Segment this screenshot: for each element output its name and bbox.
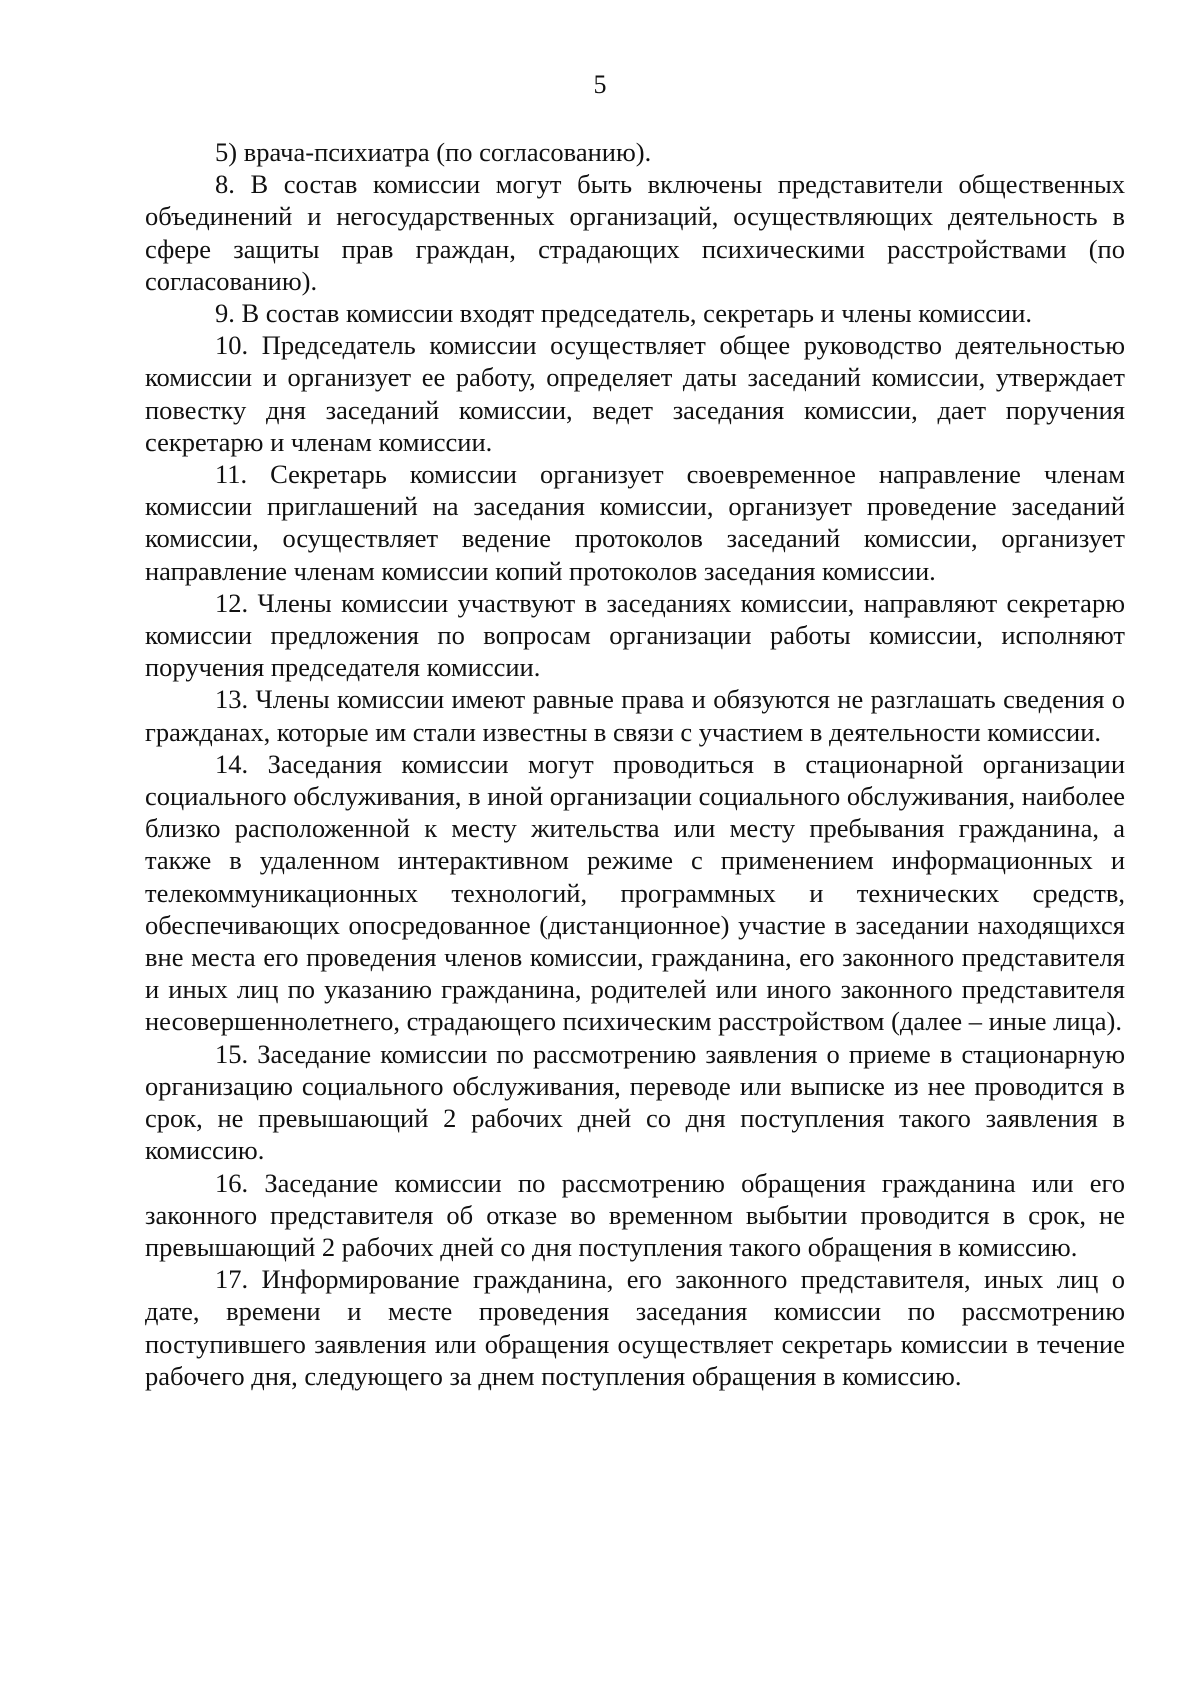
paragraph-11: 11. Секретарь комиссии организует своевременное направление членам комиссии приглашений на заседания комиссии, организует проведение заседаний комиссии, осуществляет ведение протоколов заседаний комиссии, организует направление членам комиссии копий протоколов заседания комиссии. (145, 459, 1125, 586)
paragraph-item-5: 5) врача-психиатра (по согласованию). (215, 137, 652, 167)
paragraph-15: 15. Заседание комиссии по рассмотрению заявления о приеме в стационарную организацию социального обслуживания, переводе или выписке из нее проводится в срок, не превышающий 2 рабочих дней со дня поступления такого заявления в комиссию. (145, 1038, 1125, 1166)
document-body (145, 136, 1125, 1392)
paragraph-14: 14. Заседания комиссии могут проводиться в стационарной организации социального обслуживания, в иной организации социального обслуживания, наиболее близко расположенной к месту жительства или месту пребывания гражданина, а также в удаленном интерактивном режиме с применением информационных и телекоммуникационных технологий, программных и технических средств, обеспечивающих опосредованное (дистанционное) участие в заседании находящихся вне места его проведения членов комиссии, гражданина, его законного представителя и иных лиц по указанию гражданина, родителей или иного законного представителя несовершеннолетнего, страдающего психическим расстройством (далее – иные лица). (145, 748, 1125, 1037)
paragraph-16: 16. Заседание комиссии по рассмотрению обращения гражданина или его законного представителя об отказе во временном выбытии проводится в срок, не превышающий 2 рабочих дней со дня поступления такого обращения в комиссию. (145, 1167, 1125, 1262)
paragraph-17: 17. Информирование гражданина, его законного представителя, иных лиц о дате, времени и месте проведения заседания комиссии по рассмотрению поступившего заявления или обращения осуществляет секретарь комиссии в течение рабочего дня, следующего за днем поступления обращения в комиссию. (145, 1264, 1125, 1391)
paragraph-8: 8. В состав комиссии могут быть включены представители общественных объединений и негосударственных организаций, осуществляющих деятельность в сфере защиты прав граждан, страдающих психическими расстройствами (по согласованию). (145, 169, 1125, 296)
paragraph-13: 13. Члены комиссии имеют равные права и обязуются не разглашать сведения о гражданах, которые им стали известны в связи с участием в деятельности комиссии. (145, 684, 1125, 747)
paragraph-9: 9. В состав комиссии входят председатель, секретарь и члены комиссии. (215, 298, 1033, 329)
page-number: 5 (593, 70, 607, 99)
paragraph-10: 10. Председатель комиссии осуществляет общее руководство деятельностью комиссии и организует ее работу, определяет даты заседаний комиссии, утверждает повестку дня заседаний комиссии, ведет заседания комиссии, дает поручения секретарю и членам комиссии. (145, 330, 1125, 457)
paragraph-12: 12. Члены комиссии участвуют в заседаниях комиссии, направляют секретарю комиссии предложения по вопросам организации работы комиссии, исполняют поручения председателя комиссии. (145, 587, 1125, 683)
